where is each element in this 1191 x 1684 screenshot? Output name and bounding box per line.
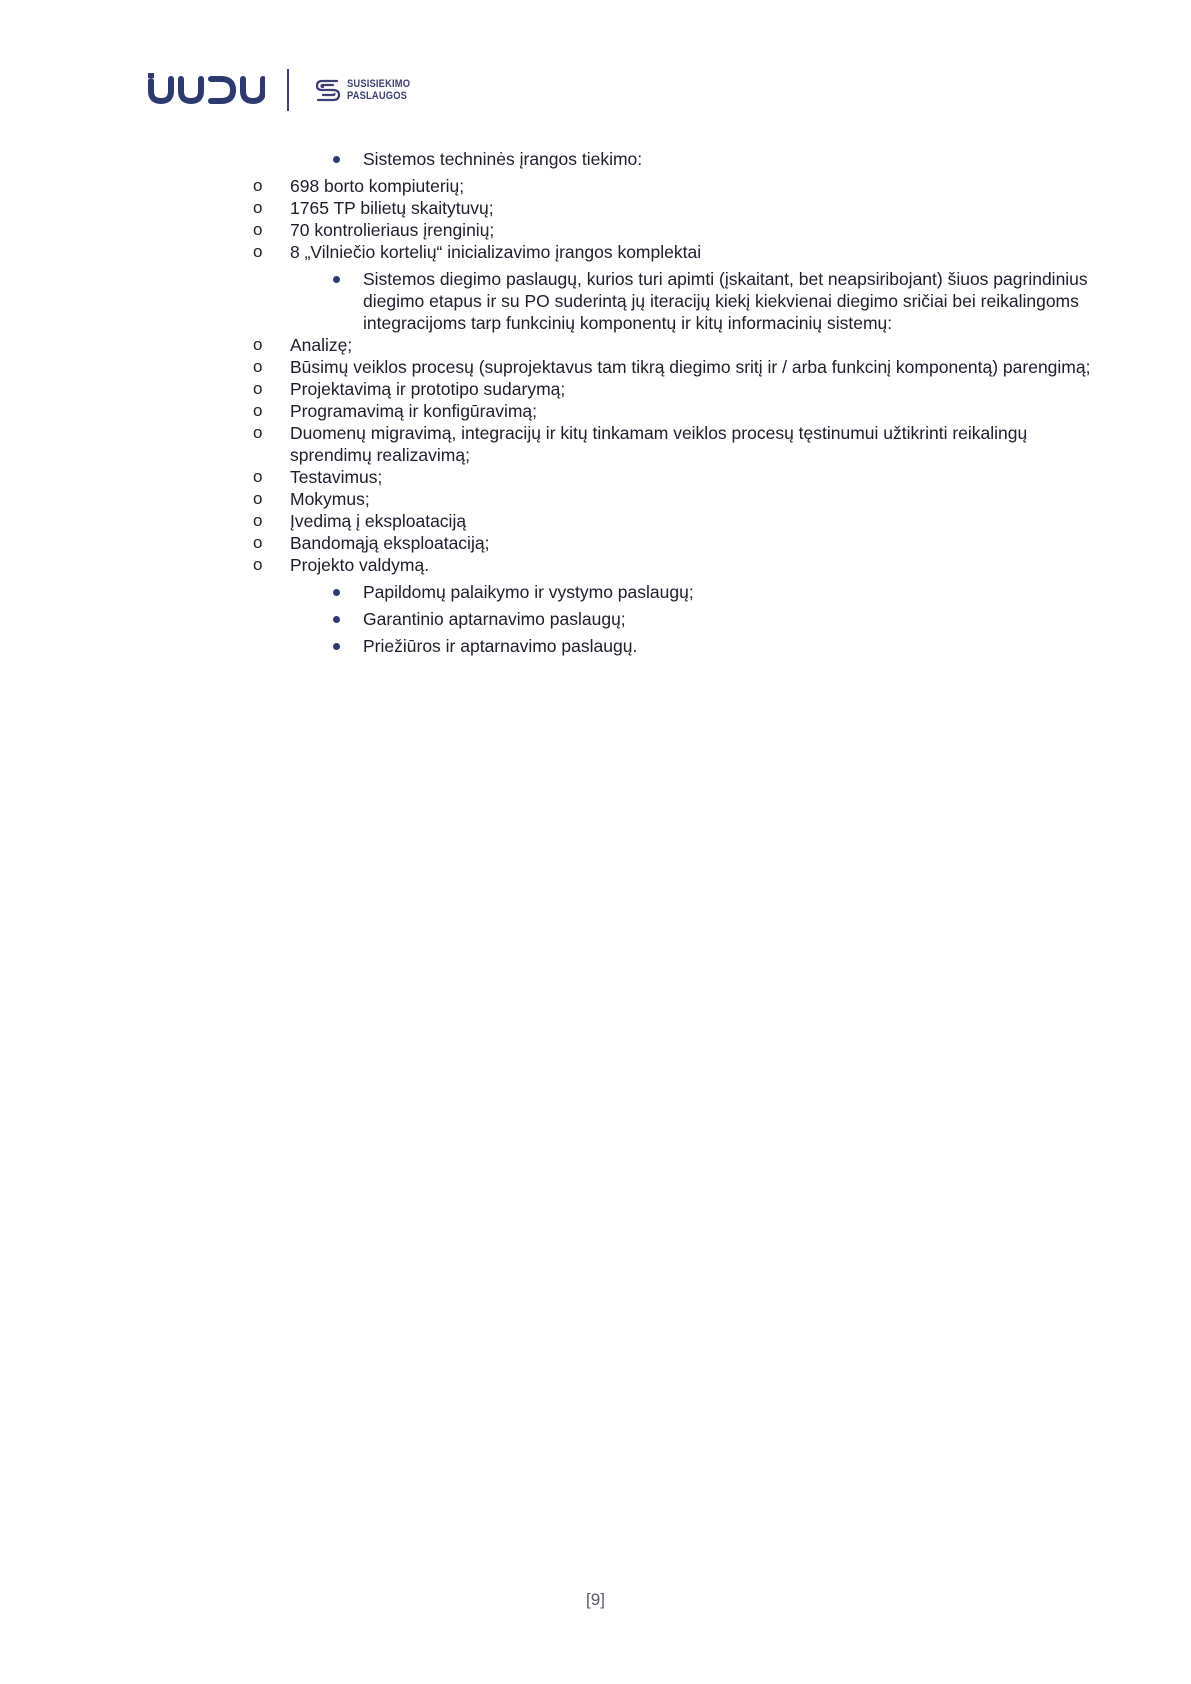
- circle-marker: o: [253, 467, 263, 486]
- circle-marker: o: [253, 335, 263, 354]
- list-item: [253, 554, 1100, 576]
- list-item-text: Analizę;: [290, 335, 353, 355]
- bullet-icon: [333, 589, 340, 596]
- list-item: [253, 488, 1100, 510]
- list-item-text: Būsimų veiklos procesų (suprojektavus tam tikrą diegimo sritį ir / arba funkcinį komponentą) parengimą;: [290, 357, 1091, 377]
- list-item: [253, 466, 1100, 488]
- list-item: [253, 532, 1100, 554]
- list-item-text: Testavimus;: [290, 467, 383, 487]
- list-item: [253, 510, 1100, 532]
- list-item-text: 698 borto kompiuterių;: [290, 176, 465, 196]
- list-item: [253, 400, 1100, 422]
- circle-marker: o: [253, 401, 263, 420]
- list-item: [253, 334, 1100, 356]
- list-item-text: Projekto valdymą.: [290, 555, 430, 575]
- bullet-icon: [333, 616, 340, 623]
- page-number: [9]: [586, 1590, 605, 1609]
- partner-logo: [313, 76, 421, 104]
- list-item-text: Sistemos diegimo paslaugų, kurios turi apimti (įskaitant, bet neapsiribojant) šiuos pagrindinius diegimo etapus ir su PO suderintą jų iteracijų kiekį kiekvienai diegimo sričiai bei reikalingoms integracijoms tarp funkcinių komponentų ir kitų informacinių sistemų:: [363, 269, 1088, 333]
- circle-marker: o: [253, 555, 263, 574]
- list-item-text: 8 „Vilniečio kortelių“ inicializavimo įrangos komplektai: [290, 242, 702, 262]
- list-item: [253, 219, 1100, 241]
- partner-name-line2: PASLAUGOS: [347, 90, 408, 102]
- list-item-text: 1765 TP bilietų skaitytuvų;: [290, 198, 494, 218]
- document-body: [0, 148, 1191, 657]
- list-item-text: 70 kontrolieriaus įrenginių;: [290, 220, 495, 240]
- circle-marker: o: [253, 489, 263, 508]
- list-item: [253, 241, 1100, 263]
- page-header: [145, 68, 421, 112]
- list-item-text: Mokymus;: [290, 489, 370, 509]
- list-item-text: Papildomų palaikymo ir vystymo paslaugų;: [363, 582, 694, 602]
- list-item-text: Įvedimą į eksploataciją: [290, 511, 467, 531]
- circle-marker: o: [253, 379, 263, 398]
- list-item: [253, 422, 1100, 466]
- list-item-text: Sistemos techninės įrangos tiekimo:: [363, 149, 643, 169]
- judu-logo: [145, 73, 265, 107]
- list-item-text: Garantinio aptarnavimo paslaugų;: [363, 609, 626, 629]
- circle-marker: o: [253, 357, 263, 376]
- list-item-text: Projektavimą ir prototipo sudarymą;: [290, 379, 566, 399]
- susisiekimo-paslaugos-icon: [313, 76, 343, 104]
- circle-marker: o: [253, 242, 263, 261]
- list-item: [253, 175, 1100, 197]
- list-item-text: Bandomąją eksploataciją;: [290, 533, 490, 553]
- circle-marker: o: [253, 423, 263, 442]
- list-item: [253, 378, 1100, 400]
- partner-name-line1: SUSISIEKIMO: [347, 78, 411, 90]
- list-item: [253, 197, 1100, 219]
- circle-marker: o: [253, 176, 263, 195]
- circle-marker: o: [253, 533, 263, 552]
- list-item: [253, 356, 1100, 378]
- bullet-icon: [333, 643, 340, 650]
- list-item: [363, 635, 1103, 657]
- list-item: [363, 148, 1103, 170]
- bullet-icon: [333, 276, 340, 283]
- bullet-icon: [333, 156, 340, 163]
- list-item: [363, 268, 1103, 334]
- list-item-text: Duomenų migravimą, integracijų ir kitų tinkamam veiklos procesų tęstinumui užtikrinti reikalingų sprendimų realizavimą;: [290, 423, 1028, 465]
- circle-marker: o: [253, 511, 263, 530]
- header-divider: [287, 69, 289, 111]
- list-item-text: Priežiūros ir aptarnavimo paslaugų.: [363, 636, 638, 656]
- circle-marker: o: [253, 198, 263, 217]
- list-item: [363, 608, 1103, 630]
- list-item-text: Programavimą ir konfigūravimą;: [290, 401, 538, 421]
- list-item: [363, 581, 1103, 603]
- circle-marker: o: [253, 220, 263, 239]
